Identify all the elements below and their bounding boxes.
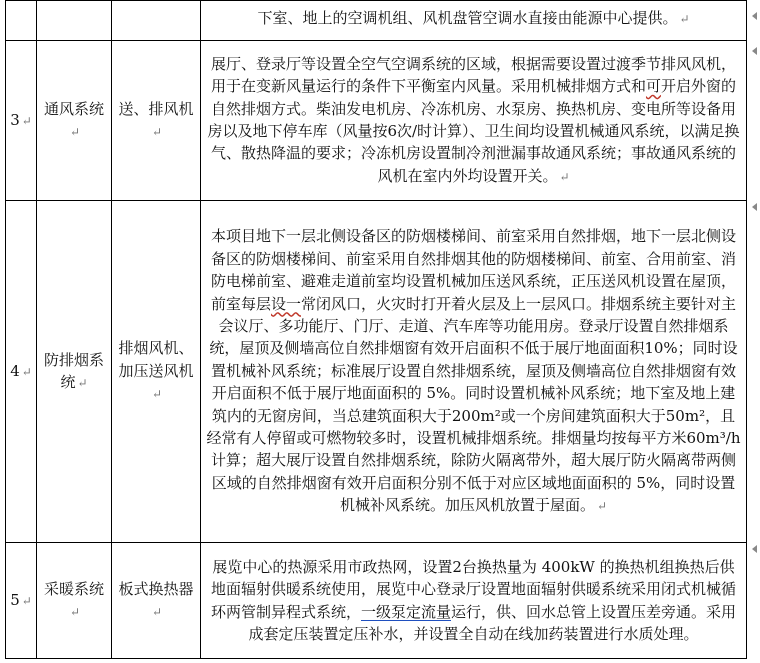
system-name: 防排烟系统 [43, 350, 104, 391]
paragraph-mark-icon: ↵ [77, 376, 88, 390]
system-name: 采暖系统 [43, 579, 104, 598]
system-name-cell [37, 41, 112, 201]
row-number-cell [6, 543, 37, 659]
paragraph-mark-icon: ↵ [596, 499, 608, 514]
equipment-cell [112, 41, 201, 201]
description-text: 运行，供、回水总管上设置压差旁通。采用成套定压装置定压补水，并设置全自动在线加药装置进行水质处理。 [248, 602, 737, 643]
paragraph-mark-icon: ↵ [151, 387, 163, 402]
hvac-systems-table [5, 0, 747, 659]
description-text: 展厅、登录厅等设置全空气空调系统的区域，根据需要设置过渡季节排风风机，用于在变新风量运行的条件下平衡室内风量。采用机械排烟方式和 [210, 54, 736, 96]
description-cell [201, 201, 747, 543]
proofing-mark: 设一 [270, 294, 301, 313]
equipment-cell [112, 1, 201, 41]
paragraph-mark-icon: ↵ [559, 169, 570, 184]
description-cell [201, 1, 747, 41]
paragraph-mark-icon: ↵ [69, 125, 81, 139]
row-number: 3 [10, 110, 20, 129]
paragraph-mark-icon: ↵ [151, 605, 163, 619]
description-cell [201, 41, 747, 201]
description-text: 本项目地下一层北侧设备区的防烟楼梯间、前室采用自然排烟，地下一层北侧设备区的防烟楼梯间、前室采用自然排烟其他的防烟楼梯间、前室、合用前室、消防电梯前室、避难走道前室均设置机械加压送风系统，正压送风机设置在屋顶，前室每层 [210, 227, 736, 313]
row-end-marker-icon [752, 47, 757, 55]
table-row [6, 41, 747, 201]
paragraph-mark-icon: ↵ [69, 605, 81, 619]
paragraph-mark-icon: ↵ [21, 113, 32, 128]
row-end-marker-icon [752, 203, 757, 211]
table-row [6, 543, 747, 659]
row-number-cell [6, 41, 37, 201]
equipment-cell [112, 543, 201, 659]
row-number: 4 [10, 361, 20, 380]
equipment-cell [112, 201, 201, 543]
description-text: 常闭风口，火灾时打开着火层及上一层风口。排烟系统主要针对主会议厅、多功能厅、门厅、走道、汽车库等功能用房。登录厅设置自然排烟系统，屋顶及侧墙高位自然排烟窗有效开启面积不低于展厅地面面积10%；同时设置机械补风系统；标准展厅设置自然排烟系统，屋顶及侧墙高位自然排烟窗有效开启面积不低于展厅地面面积的 5%。同时设置机械补风系统；地下室及地上建筑内的无窗房间，当总建筑面积大于200m²或一个房间建筑面积大于50m²，且经常有人停留或可燃物较多时，设置机械排烟系统。排烟量均按每平方米60m³/h计算；超大展厅设置自然排烟系统，除防火隔离带外，超大展厅防火隔离带两侧区域的自然排烟窗有效开启面积分别不低于对应区域地面面积的 5%，同时设置机械补风系统。加压风机放置于屋面。 [206, 294, 741, 515]
row-end-marker-icon [752, 545, 757, 553]
equipment-name: 排烟风机、加压送风机 [118, 339, 194, 380]
paragraph-mark-icon: ↵ [679, 12, 690, 26]
description-text: 下室、地上的空调机组、风机盘管空调水直接由能源中心提供。 [257, 9, 678, 27]
row-number: 5 [10, 590, 20, 609]
paragraph-mark-icon: ↵ [21, 593, 32, 608]
system-name-cell [37, 543, 112, 659]
description-cell [201, 543, 747, 659]
system-name-cell [37, 1, 112, 41]
row-number-cell [6, 1, 37, 41]
underlined-phrase: 一级泵定流量 [360, 602, 451, 621]
table-row [6, 1, 747, 41]
row-number-cell [6, 201, 37, 543]
table-row [6, 201, 747, 543]
paragraph-mark-icon: ↵ [151, 125, 163, 139]
row-end-marker-icon [752, 12, 757, 20]
proofing-mark: 可 [645, 77, 661, 96]
paragraph-mark-icon: ↵ [21, 364, 32, 379]
system-name-cell [37, 201, 112, 543]
equipment-name: 板式换热器 [118, 579, 194, 598]
equipment-name: 送、排风机 [118, 99, 194, 118]
description-text: 展览中心的热源采用市政热网，设置2台换热量为 400kW 的换热机组换热后供地面辐射供暖系统使用，展览中心登录厅设置地面辐射供暖系统采用闭式机械循环两管制异程式系统， [210, 557, 736, 621]
description-text: 开启外窗的自然排烟方式。柴油发电机房、冷冻机房、水泵房、换热机房、变电所等设备用房以及地下停车库（风量按6次/时计算）、卫生间均设置机械通风系统，以满足换气、散热降温的要求；冷冻机房设置制冷剂泄漏事故通风系统；事故通风系统的风机在室内外均设置开关。 [207, 77, 740, 185]
system-name: 通风系统 [43, 99, 104, 118]
